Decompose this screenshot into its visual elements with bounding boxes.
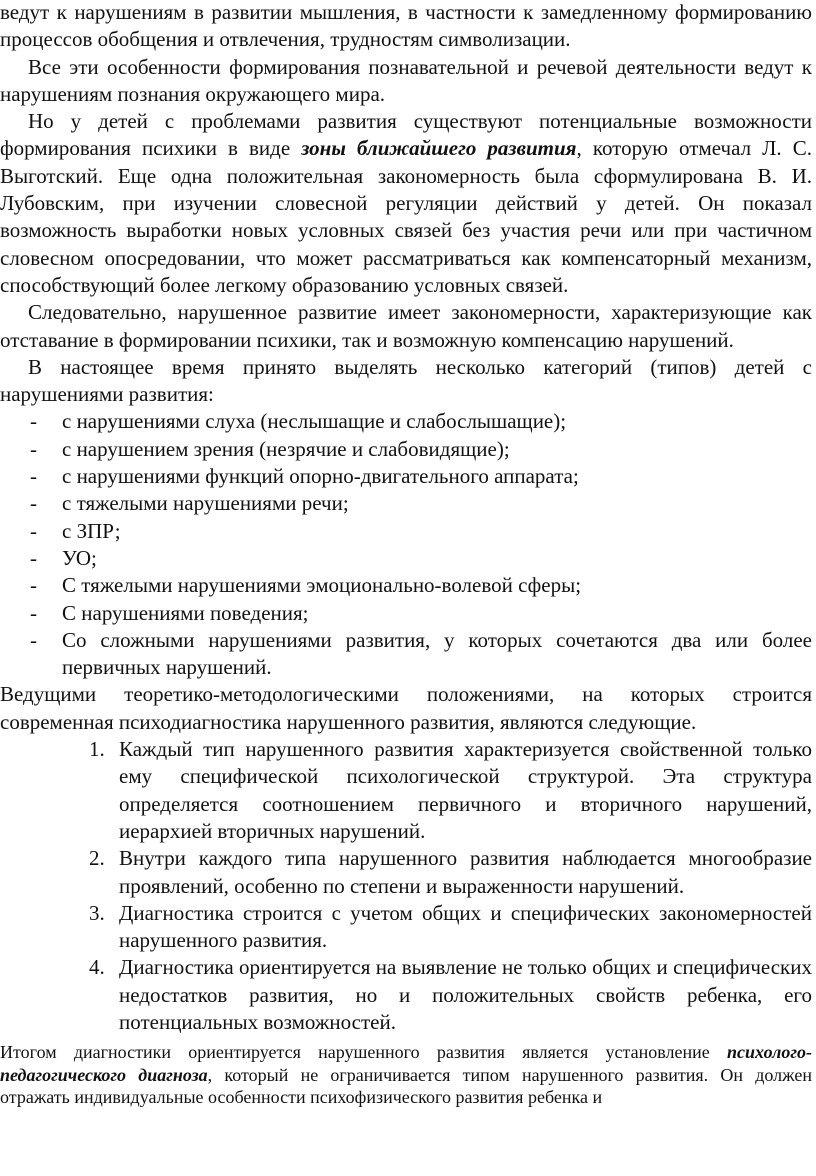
paragraph-categories-intro: В настоящее время принято выделять несколько категорий (типов) детей с нарушениями развития:: [0, 354, 812, 407]
list-item: - С тяжелыми нарушениями эмоционально-волевой сферы;: [0, 572, 812, 599]
paragraph-text: , который не ограничивается типом нарушенного развития. Он должен отражать индивидуальные особенности психофизического развития ребенка и: [0, 1064, 812, 1108]
list-item: - Со сложными нарушениями развития, у которых сочетаются два или более первичных нарушений.: [0, 627, 812, 682]
list-item: [0, 900, 812, 955]
paragraph-compensation: Следовательно, нарушенное развитие имеет закономерности, характеризующие как отставание в формировании психики, так и возможную компенсацию нарушений.: [0, 300, 812, 352]
list-item: [0, 736, 812, 845]
list-number: 4.: [89, 955, 105, 980]
list-item: [0, 954, 812, 1036]
paragraph-text: , которую отмечал Л. С. Выготский. Еще одна положительная закономерность была сформулирована В. И. Лубовским, при изучении словесной регуляции действий у детей. Он показал возможность выработки новых условных связей без участия речи или при частичном словесном опосредовании, что может рассматриваться как компенсаторный механизм, способствующий более легкому образованию условных связей.: [0, 136, 812, 297]
list-item: - УО;: [0, 545, 812, 572]
categories-list: [0, 408, 812, 681]
paragraph-text: Но у детей с проблемами развития существуют потенциальные возможности формирования психики в виде: [0, 109, 812, 161]
list-text: Диагностика ориентируется на выявление не только общих и специфических недостатков развития, но и положительных свойств ребенка, его потенциальных возможностей.: [119, 955, 812, 1034]
list-item: - с нарушением зрения (незрячие и слабовидящие);: [0, 436, 812, 463]
list-number: 2.: [89, 846, 105, 871]
paragraph-cognition: Все эти особенности формирования познавательной и речевой деятельности ведут к нарушениям познания окружающего мира.: [0, 54, 812, 106]
list-item: [0, 845, 812, 900]
list-item: - с нарушениями слуха (неслышащие и слабослышащие);: [0, 408, 812, 435]
list-item: - с нарушениями функций опорно-двигательного аппарата;: [0, 463, 812, 490]
list-item: - С нарушениями поведения;: [0, 600, 812, 627]
paragraph-principles-intro: Ведущими теоретико-методологическими положениями, на которых строится современная психодиагностика нарушенного развития, являются следующие.: [0, 682, 812, 734]
principles-list: [0, 736, 812, 1036]
list-item: - с тяжелыми нарушениями речи;: [0, 490, 812, 517]
emphasis-term: зоны ближайшего развития: [301, 136, 577, 161]
list-text: Внутри каждого типа нарушенного развития наблюдается многообразие проявлений, особенно по степени и выраженности нарушений.: [119, 846, 812, 898]
list-number: 3.: [89, 900, 105, 925]
list-number: 1.: [89, 737, 105, 762]
list-text: Каждый тип нарушенного развития характеризуется свойственной только ему специфической психологической структурой. Эта структура определяется соотношением первичного и вторичного нарушений, иерархией вторичных нарушений.: [119, 737, 812, 843]
paragraph-thinking-disorders: ведут к нарушениям в развитии мышления, в частности к замедленному формированию процессов обобщения и отвлечения, трудностям символизации.: [0, 0, 812, 52]
paragraph-text: Итогом диагностики ориентируется нарушенного развития является установление: [0, 1042, 727, 1063]
list-item: - с ЗПР;: [0, 518, 812, 545]
emphasis-term: психолого-педагогического диагноза: [0, 1042, 812, 1085]
paragraph-proximal-development: [0, 108, 812, 299]
paragraph-diagnosis: [0, 1041, 812, 1109]
list-text: Диагностика строится с учетом общих и специфических закономерностей нарушенного развития.: [119, 900, 812, 953]
